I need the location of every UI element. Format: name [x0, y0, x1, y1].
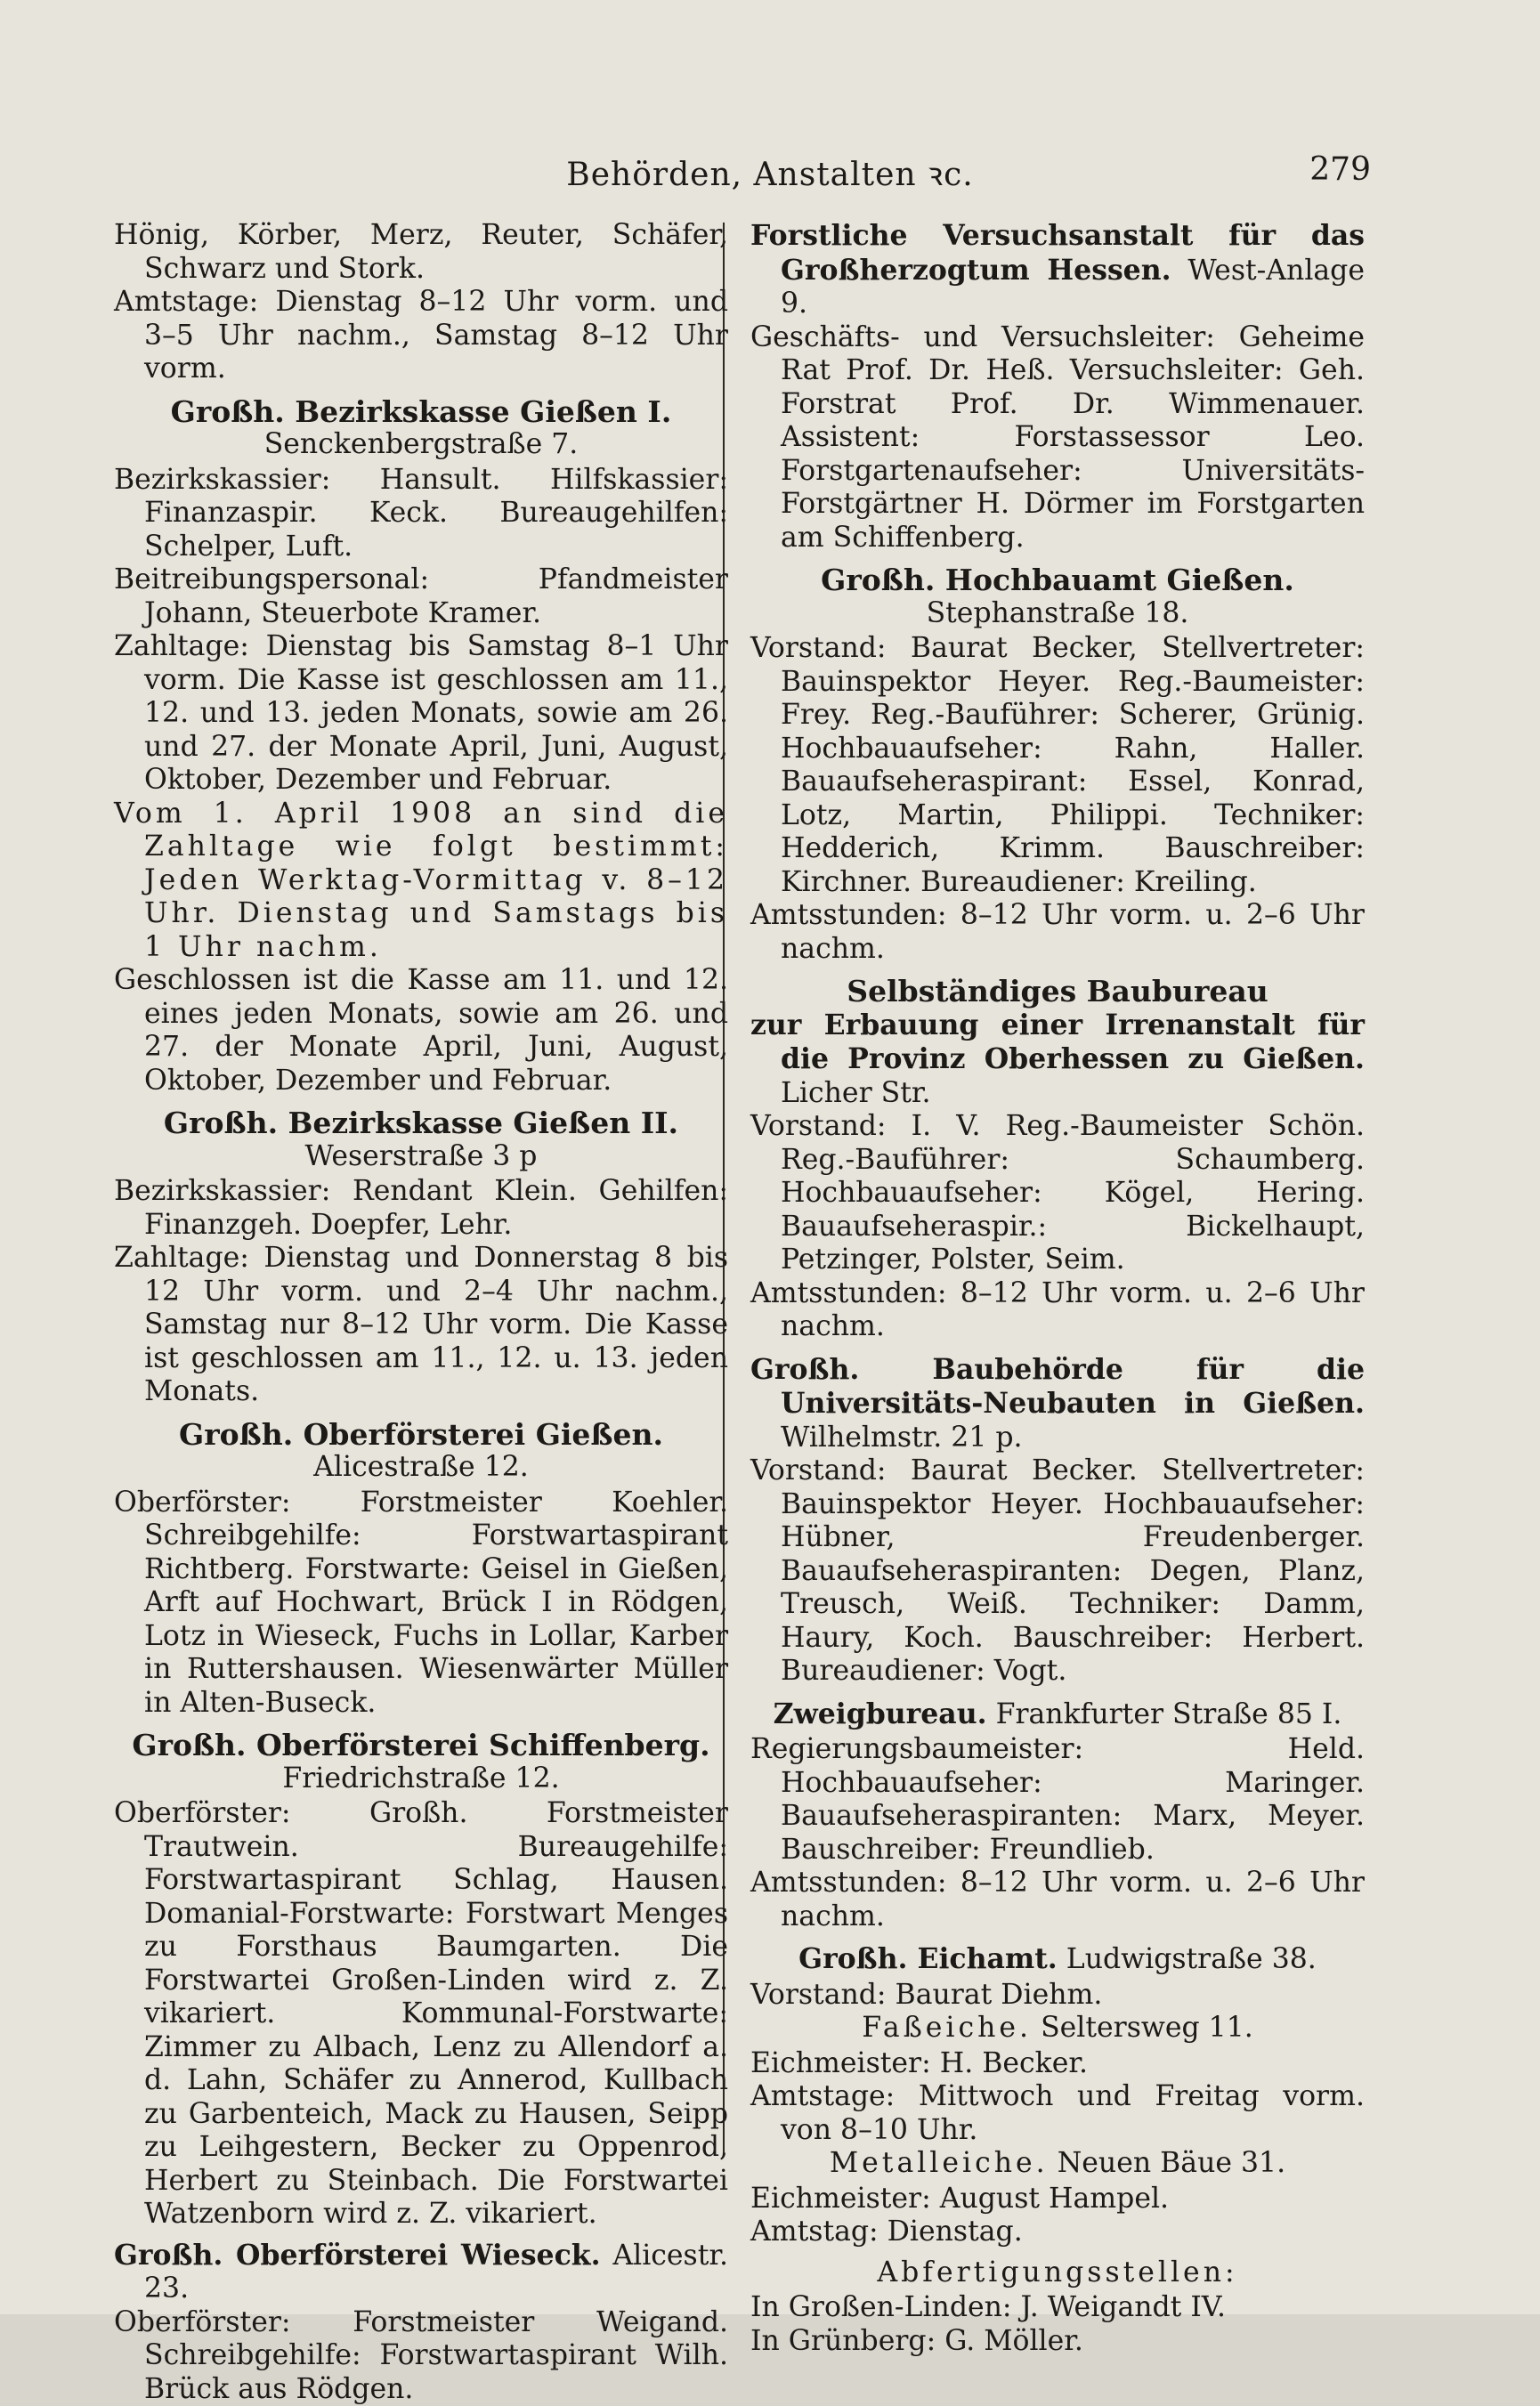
section-address: West-Anlage 9.	[781, 255, 1365, 320]
page-number: 279	[1309, 151, 1371, 188]
section-address: Seltersweg 11.	[1041, 2012, 1253, 2044]
text-paragraph: Vorstand: Baurat Becker. Stellvertreter: Bauinspektor Heyer. Hochbauaufseher: Hübner, Freudenberger. Bauaufseheraspiranten: Degen, Planz, Treusch, Weiß. Techniker: Damm, Haury, Koch. Bauschreiber: Herbert. Bureaudiener: Vogt.	[750, 1454, 1365, 1689]
section-heading: Großh. Oberförsterei Schiffenberg.	[114, 1729, 728, 1762]
text-paragraph: Bezirkskassier: Hansult. Hilfskassier: Finanzaspir. Keck. Bureaugehilfen: Schelper, Luft.	[114, 464, 728, 564]
text-paragraph: Amtstage: Mittwoch und Freitag vorm. von 8–10 Uhr.	[750, 2080, 1365, 2147]
section-heading: Selbständiges Baubureau	[750, 975, 1365, 1009]
subsection-label: Faßeiche.	[862, 2012, 1032, 2044]
text-paragraph: Vom 1. April 1908 an sind die Zahltage wie folgt bestimmt: Jeden Werktag-Vormittag v. 8–12 Uhr. Dienstag und Samstags bis 1 Uhr nachm.	[114, 798, 728, 965]
subsection-label: Metalleiche.	[830, 2147, 1049, 2179]
text-paragraph: Vorstand: Baurat Becker, Stellvertreter: Bauinspektor Heyer. Reg.-Baumeister: Frey. Reg.-Bauführer: Scherer, Grünig. Hochbauaufseher: Rahn, Haller. Bauaufseheraspirant: Essel, Konrad, Lotz, Martin, Philippi. Techniker: Hedderich, Krimm. Bauschreiber: Kirchner. Bureaudiener: Kreiling.	[750, 632, 1365, 899]
text-paragraph: Amtstage: Dienstag 8–12 Uhr vorm. und 3–5 Uhr nachm., Samstag 8–12 Uhr vorm.	[114, 286, 728, 386]
text-paragraph: Amtsstunden: 8–12 Uhr vorm. u. 2–6 Uhr nachm.	[750, 1277, 1365, 1344]
text-paragraph	[750, 2147, 1365, 2181]
text-paragraph: Bezirkskassier: Rendant Klein. Gehilfen: Finanzgeh. Doepfer, Lehr.	[114, 1175, 728, 1242]
text-paragraph: Eichmeister: August Hampel.	[750, 2183, 1365, 2216]
section-address: Weserstraße 3 p	[114, 1140, 728, 1174]
section-heading: Zweigbureau.	[774, 1697, 987, 1730]
text-paragraph: Oberförster: Forstmeister Koehler. Schreibgehilfe: Forstwartaspirant Richtberg. Forstwarte: Geisel in Gießen, Arft auf Hochwart, Brück I in Rödgen, Lotz in Wieseck, Fuchs in Lollar, Karber in Ruttershausen. Wiesenwärter Müller in Alten-Buseck.	[114, 1487, 728, 1721]
text-paragraph	[114, 2239, 728, 2306]
text-paragraph: Amtstag: Dienstag.	[750, 2216, 1365, 2249]
right-column	[750, 219, 1365, 2358]
text-paragraph: In Großen-Linden: J. Weigandt IV.	[750, 2291, 1365, 2325]
text-paragraph	[750, 1353, 1365, 1455]
text-paragraph	[750, 2012, 1365, 2046]
section-address: Frankfurter Straße 85 I.	[996, 1698, 1342, 1730]
text-paragraph: Zahltage: Dienstag und Donnerstag 8 bis 12 Uhr vorm. und 2–4 Uhr nachm., Samstag nur 8–12 Uhr vorm. Die Kasse ist geschlossen am 11., 12. u. 13. jeden Monats.	[114, 1242, 728, 1409]
section-heading: Großh. Hochbauamt Gießen.	[750, 563, 1365, 597]
section-address: Licher Str.	[781, 1077, 930, 1109]
text-paragraph	[750, 1697, 1365, 1732]
section-heading: Großh. Baubehörde für die Universitäts-Neubauten in Gießen.	[750, 1353, 1365, 1421]
section-address: Neuen Bäue 31.	[1058, 2147, 1285, 2179]
section-address: Alicestr. 23.	[144, 2240, 728, 2305]
subsection-label: Abfertigungsstellen:	[750, 2256, 1365, 2290]
section-heading: Forstliche Versuchsanstalt für das Großherzogtum Hessen.	[750, 219, 1365, 287]
section-heading: Großh. Oberförsterei Wieseck.	[114, 2239, 601, 2272]
section-heading: Großh. Eichamt.	[798, 1942, 1058, 1975]
text-paragraph	[750, 1009, 1365, 1111]
text-paragraph: Amtsstunden: 8–12 Uhr vorm. u. 2–6 Uhr nachm.	[750, 899, 1365, 966]
text-paragraph: In Grünberg: G. Möller.	[750, 2325, 1365, 2359]
section-heading: Großh. Bezirkskasse Gießen I.	[114, 395, 728, 429]
text-paragraph: Beitreibungspersonal: Pfandmeister Johann, Steuerbote Kramer.	[114, 563, 728, 630]
text-paragraph: Vorstand: Baurat Diehm.	[750, 1979, 1365, 2013]
section-address: Friedrichstraße 12.	[114, 1762, 728, 1796]
section-address: Stephanstraße 18.	[750, 597, 1365, 631]
text-paragraph: Zahltage: Dienstag bis Samstag 8–1 Uhr vorm. Die Kasse ist geschlossen am 11., 12. und 13. jeden Monats, sowie am 26. und 27. der Monate April, Juni, August, Oktober, Dezember und Februar.	[114, 630, 728, 798]
left-column	[114, 219, 728, 2406]
running-header	[0, 142, 1540, 196]
text-paragraph: Geschlossen ist die Kasse am 11. und 12. eines jeden Monats, sowie am 26. und 27. der Monate April, Juni, August, Oktober, Dezember und Februar.	[114, 964, 728, 1098]
text-paragraph: Vorstand: I. V. Reg.-Baumeister Schön. Reg.-Bauführer: Schaumberg. Hochbauaufseher: Kögel, Hering. Bauaufseheraspir.: Bickelhaupt, Petzinger, Polster, Seim.	[750, 1110, 1365, 1277]
section-heading: Großh. Oberförsterei Gießen.	[114, 1418, 728, 1452]
text-paragraph: Oberförster: Großh. Forstmeister Trautwein. Bureaugehilfe: Forstwartaspirant Schlag, Hausen. Domanial-Forstwarte: Forstwart Menges zu Forsthaus Baumgarten. Die Forstwartei Großen-Linden wird z. Z. vikariert. Kommunal-Forstwarte: Zimmer zu Albach, Lenz zu Allendorf a. d. Lahn, Schäfer zu Annerod, Kullbach zu Garbenteich, Mack zu Hausen, Seipp zu Leihgestern, Becker zu Oppenrod, Herbert zu Steinbach. Die Forstwartei Watzenborn wird z. Z. vikariert.	[114, 1797, 728, 2232]
section-address: Alicestraße 12.	[114, 1451, 728, 1485]
text-paragraph: Oberförster: Forstmeister Weigand. Schreibgehilfe: Forstwartaspirant Wilh. Brück aus Rödgen.	[114, 2306, 728, 2406]
section-address: Ludwigstraße 38.	[1066, 1943, 1317, 1975]
section-address: Senckenbergstraße 7.	[114, 428, 728, 462]
running-title: Behörden, Anstalten ꝛc.	[0, 151, 1540, 195]
section-address: Wilhelmstr. 21 p.	[781, 1422, 1023, 1454]
text-paragraph	[750, 1942, 1365, 1977]
text-paragraph: Regierungsbaumeister: Held. Hochbauaufseher: Maringer. Bauaufseheraspiranten: Marx, Meyer. Bauschreiber: Freundlieb.	[750, 1733, 1365, 1867]
section-heading: Großh. Bezirkskasse Gießen II.	[114, 1106, 728, 1140]
text-paragraph	[750, 219, 1365, 321]
text-paragraph: Amtsstunden: 8–12 Uhr vorm. u. 2–6 Uhr nachm.	[750, 1867, 1365, 1933]
text-paragraph: Eichmeister: H. Becker.	[750, 2047, 1365, 2081]
text-paragraph: Geschäfts- und Versuchsleiter: Geheime Rat Prof. Dr. Heß. Versuchsleiter: Geh. Forstrat Prof. Dr. Wimmenauer. Assistent: Forstassessor Leo. Forstgartenaufseher: Universitäts-Forstgärtner H. Dörmer im Forstgarten am Schiffenberg.	[750, 321, 1365, 555]
text-paragraph: Hönig, Körber, Merz, Reuter, Schäfer, Schwarz und Stork.	[114, 219, 728, 286]
section-heading: zur Erbauung einer Irrenanstalt für die Provinz Oberhessen zu Gießen.	[750, 1009, 1365, 1076]
